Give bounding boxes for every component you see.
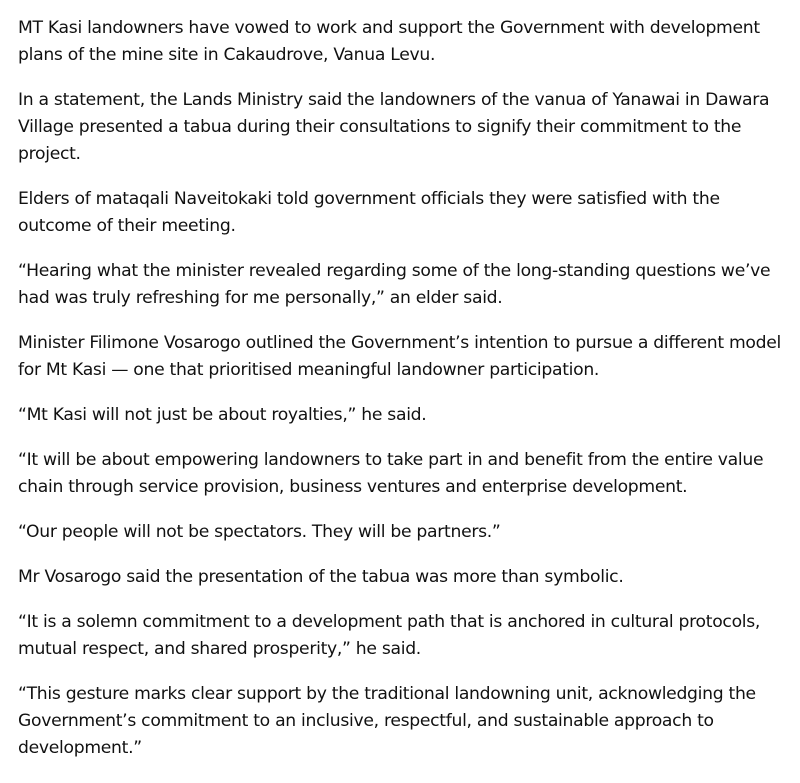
article-paragraph: “This gesture marks clear support by the traditional landowning unit, acknowledging the Government’s commitment to an inclusive, respectful, and sustainable approach to development.” [18, 684, 756, 758]
article-paragraph: “Hearing what the minister revealed regarding some of the long-standing questions we’ve had was truly refreshing for me personally,” an elder said. [18, 261, 771, 308]
article-paragraph: Elders of mataqali Naveitokaki told government officials they were satisfied with the outcome of their meeting. [18, 189, 720, 236]
article-paragraph: “It is a solemn commitment to a development path that is anchored in cultural protocols, mutual respect, and shared prosperity,” he said. [18, 612, 761, 659]
article-paragraph: In a statement, the Lands Ministry said the landowners of the vanua of Yanawai in Dawara Village presented a tabua during their consultations to signify their commitment to the project. [18, 90, 770, 164]
article-paragraph: Minister Filimone Vosarogo outlined the Government’s intention to pursue a different model for Mt Kasi — one that prioritised meaningful landowner participation. [18, 333, 781, 380]
article-paragraph: “Mt Kasi will not just be about royalties,” he said. [18, 405, 427, 425]
article-paragraph: Mr Vosarogo said the presentation of the tabua was more than symbolic. [18, 567, 624, 587]
article-paragraph: “It will be about empowering landowners to take part in and benefit from the entire value chain through service provision, business ventures and enterprise development. [18, 450, 764, 497]
article-paragraph: “Our people will not be spectators. They will be partners.” [18, 522, 501, 542]
article-paragraph: MT Kasi landowners have vowed to work and support the Government with development plans of the mine site in Cakaudrove, Vanua Levu. [18, 18, 760, 65]
